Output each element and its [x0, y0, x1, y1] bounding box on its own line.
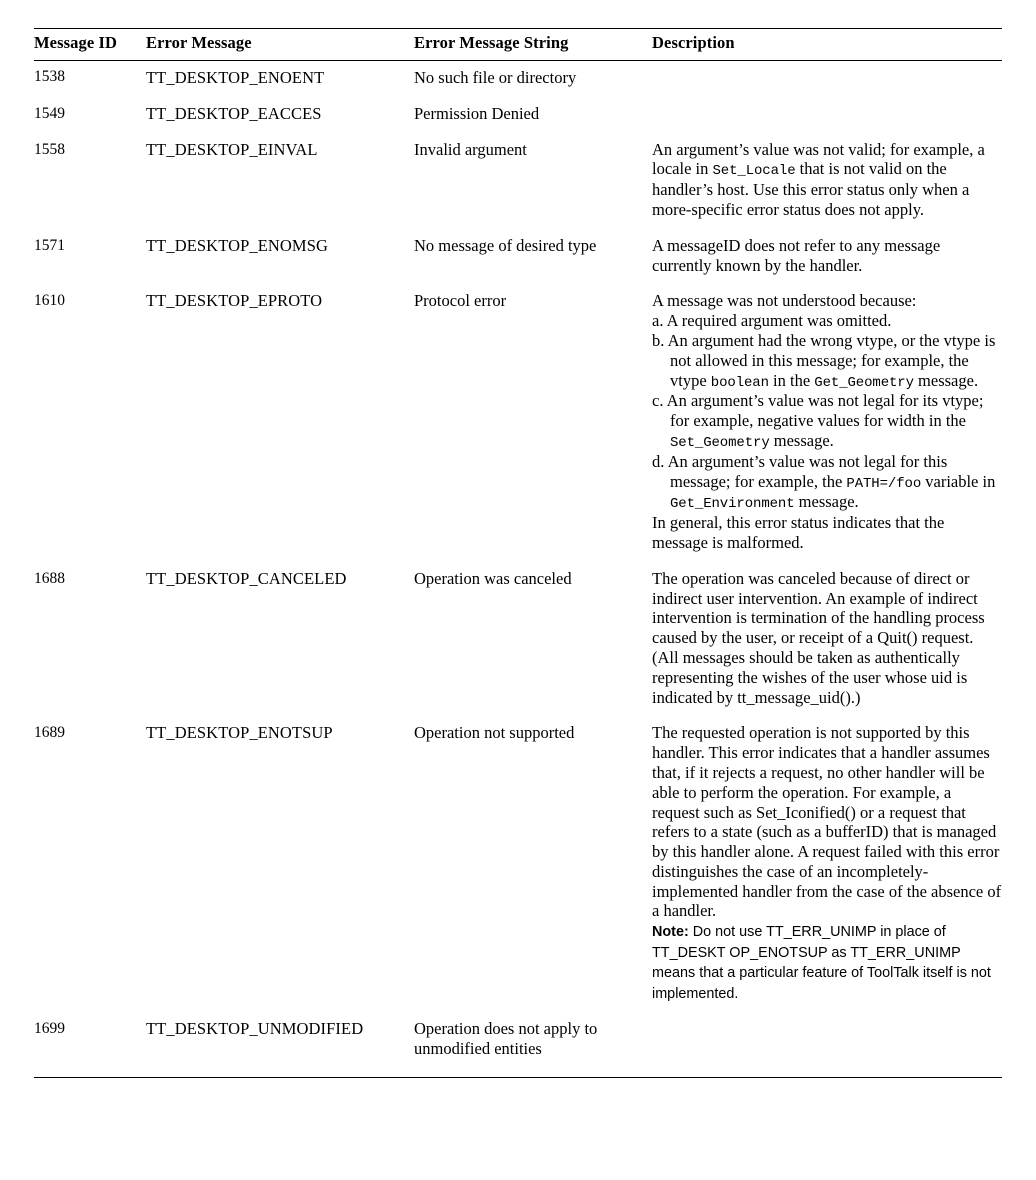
cell-error-message: TT_DESKTOP_ENOTSUP — [146, 723, 333, 743]
cell-description — [652, 561, 1002, 716]
cell-error-message: TT_DESKTOP_UNMODIFIED — [146, 1019, 364, 1039]
cell-message-id: 1571 — [34, 236, 65, 254]
cell-error-message: TT_DESKTOP_EPROTO — [146, 291, 323, 311]
cell-error-message-string: Operation not supported — [414, 723, 575, 743]
note-label: Note: — [652, 924, 689, 941]
cell-message-id: 1538 — [34, 68, 65, 85]
cell-message-id: 1558 — [34, 140, 65, 158]
code-span: Set_Geometry — [670, 434, 770, 451]
cell-error-message-string: Protocol error — [414, 291, 507, 311]
description-paragraph — [652, 291, 1002, 311]
table-row — [34, 228, 1002, 284]
table-row — [34, 61, 1002, 96]
text-span: variable in — [921, 471, 996, 491]
text-span: An argument’s value was not valid; for example, a locale in — [652, 139, 985, 179]
description-list-item — [652, 452, 1002, 513]
table-header — [34, 29, 1002, 61]
code-span: PATH=/foo — [846, 475, 922, 492]
cell-message-id: 1549 — [34, 104, 65, 122]
code-span: Set_Locale — [712, 163, 796, 180]
text-span: message. — [794, 492, 859, 512]
code-span: Get_Geometry — [814, 374, 914, 391]
description-list-item — [652, 311, 1002, 331]
text-span: message. — [913, 370, 979, 390]
cell-description — [652, 715, 1002, 1011]
table-header-row — [34, 29, 1002, 61]
cell-message-id: 1699 — [34, 1020, 65, 1038]
text-span: The requested operation is not supported by this handler. This error indicates that a handler assumes that, if it rejects a request, no other handler will be able to perform the operation. For example, a request such as Set_Iconified() or a request that refers to a state (such as a bufferID) that is managed by this handler alone. A request failed with this error distinguishes the case of an incompletely-implemented handler from the case of the absence of a handler. — [652, 723, 1002, 921]
description-paragraph — [652, 513, 1002, 553]
cell-error-message-string: Operation was canceled — [414, 568, 572, 588]
code-span: Get_Environment — [670, 496, 795, 513]
table-body — [34, 61, 1002, 1067]
cell-description — [652, 61, 1002, 96]
text-span: in the — [768, 370, 815, 390]
table-row — [34, 561, 1002, 716]
description-note — [652, 921, 1002, 1003]
table-row — [34, 132, 1002, 228]
cell-error-message-string: Permission Denied — [414, 103, 540, 123]
table-row — [34, 96, 1002, 132]
text-span: The operation was canceled because of direct or indirect user intervention. An example of indirect intervention is termination of the handling process caused by the user, or receipt of a Quit() request. (All messages should be taken as authentically representing the wishes of the user whose uid is indicated by tt_message_uid().) — [652, 568, 985, 707]
cell-error-message-string: Operation does not apply to unmodified entities — [414, 1019, 598, 1058]
cell-message-id: 1688 — [34, 569, 65, 587]
cell-error-message: TT_DESKTOP_EINVAL — [146, 139, 318, 159]
column-header-description: Description — [652, 29, 1002, 61]
cell-error-message: TT_DESKTOP_ENOENT — [146, 68, 325, 87]
cell-description — [652, 228, 1002, 284]
text-span: Do not use TT_ERR_UNIMP in place of TT_DESKT OP_ENOTSUP as TT_ERR_UNIMP means that a particular feature of ToolTalk itself is not implemented. — [652, 924, 991, 1002]
cell-error-message: TT_DESKTOP_CANCELED — [146, 568, 347, 588]
text-span: message. — [769, 430, 834, 450]
text-span: A messageID does not refer to any message currently known by the handler. — [652, 235, 941, 275]
text-span: A message was not understood because: — [652, 291, 917, 311]
table-row — [34, 715, 1002, 1011]
description-paragraph — [652, 723, 1002, 921]
text-span: a. A required argument was omitted. — [652, 311, 892, 331]
column-header-error-message-string: Error Message String — [414, 29, 652, 61]
column-header-message-id: Message ID — [34, 29, 146, 61]
text-span: b. An argument had the wrong vtype, or the vtype is not allowed in this message; for example, the vtype — [652, 330, 996, 390]
cell-error-message-string: No such file or directory — [414, 68, 577, 87]
table-row — [34, 1011, 1002, 1067]
table-bottom-rule — [34, 1077, 1002, 1078]
cell-description — [652, 132, 1002, 228]
error-codes-table — [34, 28, 1002, 1067]
description-list-item — [652, 391, 1002, 451]
text-span: that is not valid on the handler’s host. Use this error status only when a more-specific error status does not apply. — [652, 159, 970, 219]
table-row — [34, 283, 1002, 560]
text-span: d. An argument’s value was not legal for this message; for example, the — [652, 451, 948, 491]
text-span: c. An argument’s value was not legal for its vtype; for example, negative values for width in the — [652, 391, 984, 431]
column-header-error-message: Error Message — [146, 29, 414, 61]
cell-description — [652, 96, 1002, 132]
cell-error-message-string: Invalid argument — [414, 139, 527, 159]
description-list-item — [652, 331, 1002, 391]
cell-error-message: TT_DESKTOP_ENOMSG — [146, 235, 328, 255]
cell-description — [652, 283, 1002, 560]
cell-message-id: 1689 — [34, 724, 65, 742]
code-span: boolean — [710, 374, 769, 391]
text-span: In general, this error status indicates that the message is malformed. — [652, 513, 945, 552]
cell-description — [652, 1011, 1002, 1067]
cell-error-message-string: No message of desired type — [414, 235, 597, 255]
cell-error-message: TT_DESKTOP_EACCES — [146, 103, 322, 123]
cell-message-id: 1610 — [34, 292, 65, 310]
